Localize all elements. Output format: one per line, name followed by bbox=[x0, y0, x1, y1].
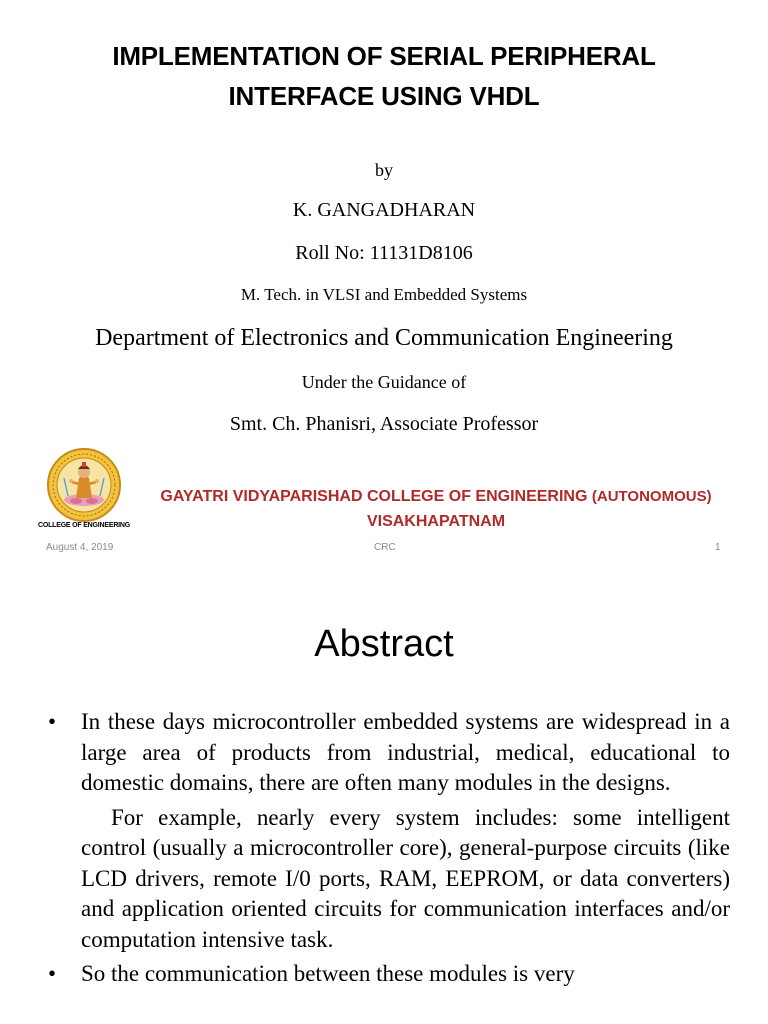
college-logo bbox=[34, 448, 134, 540]
department-name: Department of Electronics and Communication Engineering bbox=[95, 325, 673, 351]
abstract-heading: Abstract bbox=[314, 623, 454, 665]
abstract-bullet-paragraph bbox=[48, 959, 730, 990]
roll-number: Roll No: 11131D8106 bbox=[295, 242, 473, 264]
guidance-label: Under the Guidance of bbox=[301, 372, 467, 392]
college-seal-icon bbox=[34, 448, 134, 522]
paragraph-text: In these days microcontroller embedded systems are widespread in a large area of products from industrial, medical, educational to domestic domains, there are often many modules in the designs. bbox=[81, 709, 730, 795]
abstract-bullet-paragraph bbox=[48, 707, 730, 799]
paragraph-text: So the communication between these modules is very bbox=[81, 961, 575, 986]
paragraph-text: For example, nearly every system includes: some intelligent control (usually a microcontroller core), general-purpose circuits (like LCD drivers, remote I/0 ports, RAM, EEPROM, or data converters) and application oriented circuits for communication interfaces and/or computation intensive task. bbox=[81, 804, 730, 952]
degree-program: M. Tech. in VLSI and Embedded Systems bbox=[240, 285, 528, 304]
slide-number: 1 bbox=[715, 542, 721, 553]
bullet-icon: • bbox=[48, 961, 57, 986]
college-autonomous-label: (AUTONOMOUS) bbox=[591, 488, 712, 505]
author-name: K. GANGADHARAN bbox=[292, 199, 476, 221]
presentation-title: IMPLEMENTATION OF SERIAL PERIPHERAL INTERFACE USING VHDL bbox=[112, 41, 656, 111]
by-label: by bbox=[375, 160, 393, 180]
abstract-body bbox=[48, 707, 730, 994]
abstract-indented-paragraph bbox=[48, 803, 730, 956]
footer-date: August 4, 2019 bbox=[46, 542, 114, 553]
logo-caption: COLLEGE OF ENGINEERING bbox=[37, 522, 131, 529]
college-name-text: GAYATRI VIDYAPARISHAD COLLEGE OF ENGINEERING bbox=[160, 488, 588, 505]
college-city: VISAKHAPATNAM bbox=[366, 513, 506, 530]
bullet-icon: • bbox=[48, 709, 57, 734]
college-name bbox=[128, 488, 744, 506]
footer-center-text: CRC bbox=[374, 542, 396, 553]
abstract-slide bbox=[0, 565, 768, 1024]
guide-name: Smt. Ch. Phanisri, Associate Professor bbox=[229, 413, 539, 435]
